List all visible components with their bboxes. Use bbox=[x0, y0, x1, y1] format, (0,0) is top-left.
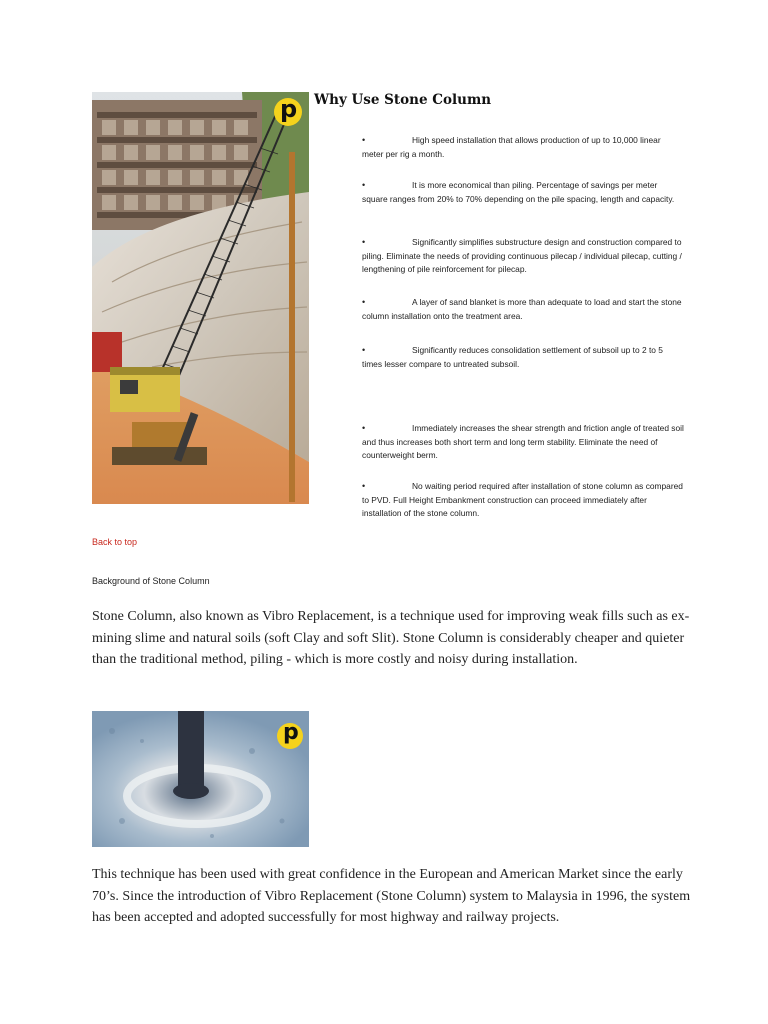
bullet-marker: • bbox=[362, 135, 366, 145]
stone-column-photo bbox=[92, 711, 309, 847]
list-item bbox=[362, 236, 684, 277]
construction-site-photo bbox=[92, 92, 309, 504]
list-item bbox=[362, 480, 684, 521]
history-paragraph: This technique has been used with great confidence in the European and American Market since the early 70’s. Since the introduction of Vibro Replacement (Stone Column) system to Malaysia in 1996, the system has been accepted and adopted successfully for most highway and railway projects. bbox=[92, 867, 691, 925]
list-item-text: A layer of sand blanket is more than adequate to load and start the stone column installation onto the treatment area. bbox=[362, 297, 682, 321]
bullet-marker: • bbox=[362, 180, 366, 190]
list-item-text: Significantly simplifies substructure design and construction compared to piling. Eliminate the needs of providing continuous pilecap / individual pilecap, cutting / lengthening of pile reinforcement for pilecap. bbox=[362, 237, 682, 274]
list-item bbox=[362, 179, 684, 206]
background-heading: Background of Stone Column bbox=[92, 576, 210, 586]
logo-letter: p bbox=[280, 95, 298, 123]
bullet-marker: • bbox=[362, 297, 366, 307]
list-item bbox=[362, 422, 684, 463]
back-to-top-link[interactable]: Back to top bbox=[92, 537, 138, 547]
list-item bbox=[362, 296, 684, 323]
list-item-text: Immediately increases the shear strength and friction angle of treated soil and thus increases both short term and long term stability. Eliminate the need of counterweight berm. bbox=[362, 423, 684, 460]
logo-letter: p bbox=[283, 720, 299, 745]
bullet-marker: • bbox=[362, 481, 366, 491]
list-item-text: Significantly reduces consolidation settlement of subsoil up to 2 to 5 times lesser compare to untreated subsoil. bbox=[362, 345, 663, 369]
list-item-text: No waiting period required after installation of stone column as compared to PVD. Full Height Embankment construction can proceed immediately after installation of the stone column. bbox=[362, 481, 683, 518]
list-item bbox=[362, 344, 684, 371]
list-item bbox=[362, 134, 684, 161]
list-item-text: High speed installation that allows production of up to 10,000 linear meter per rig a month. bbox=[362, 135, 661, 159]
section-heading: Why Use Stone Column bbox=[314, 92, 492, 108]
bullet-marker: • bbox=[362, 237, 366, 247]
intro-paragraph: Stone Column, also known as Vibro Replacement, is a technique used for improving weak fills such as ex-mining slime and natural soils (soft Clay and soft Slit). Stone Column is considerably cheaper and quieter than the traditional method, piling - which is more costly and noisy during installation. bbox=[92, 609, 690, 667]
bullet-marker: • bbox=[362, 345, 366, 355]
bullet-marker: • bbox=[362, 423, 366, 433]
list-item-text: It is more economical than piling. Percentage of savings per meter square ranges from 20% to 70% depending on the pile spacing, length and capacity. bbox=[362, 180, 675, 204]
